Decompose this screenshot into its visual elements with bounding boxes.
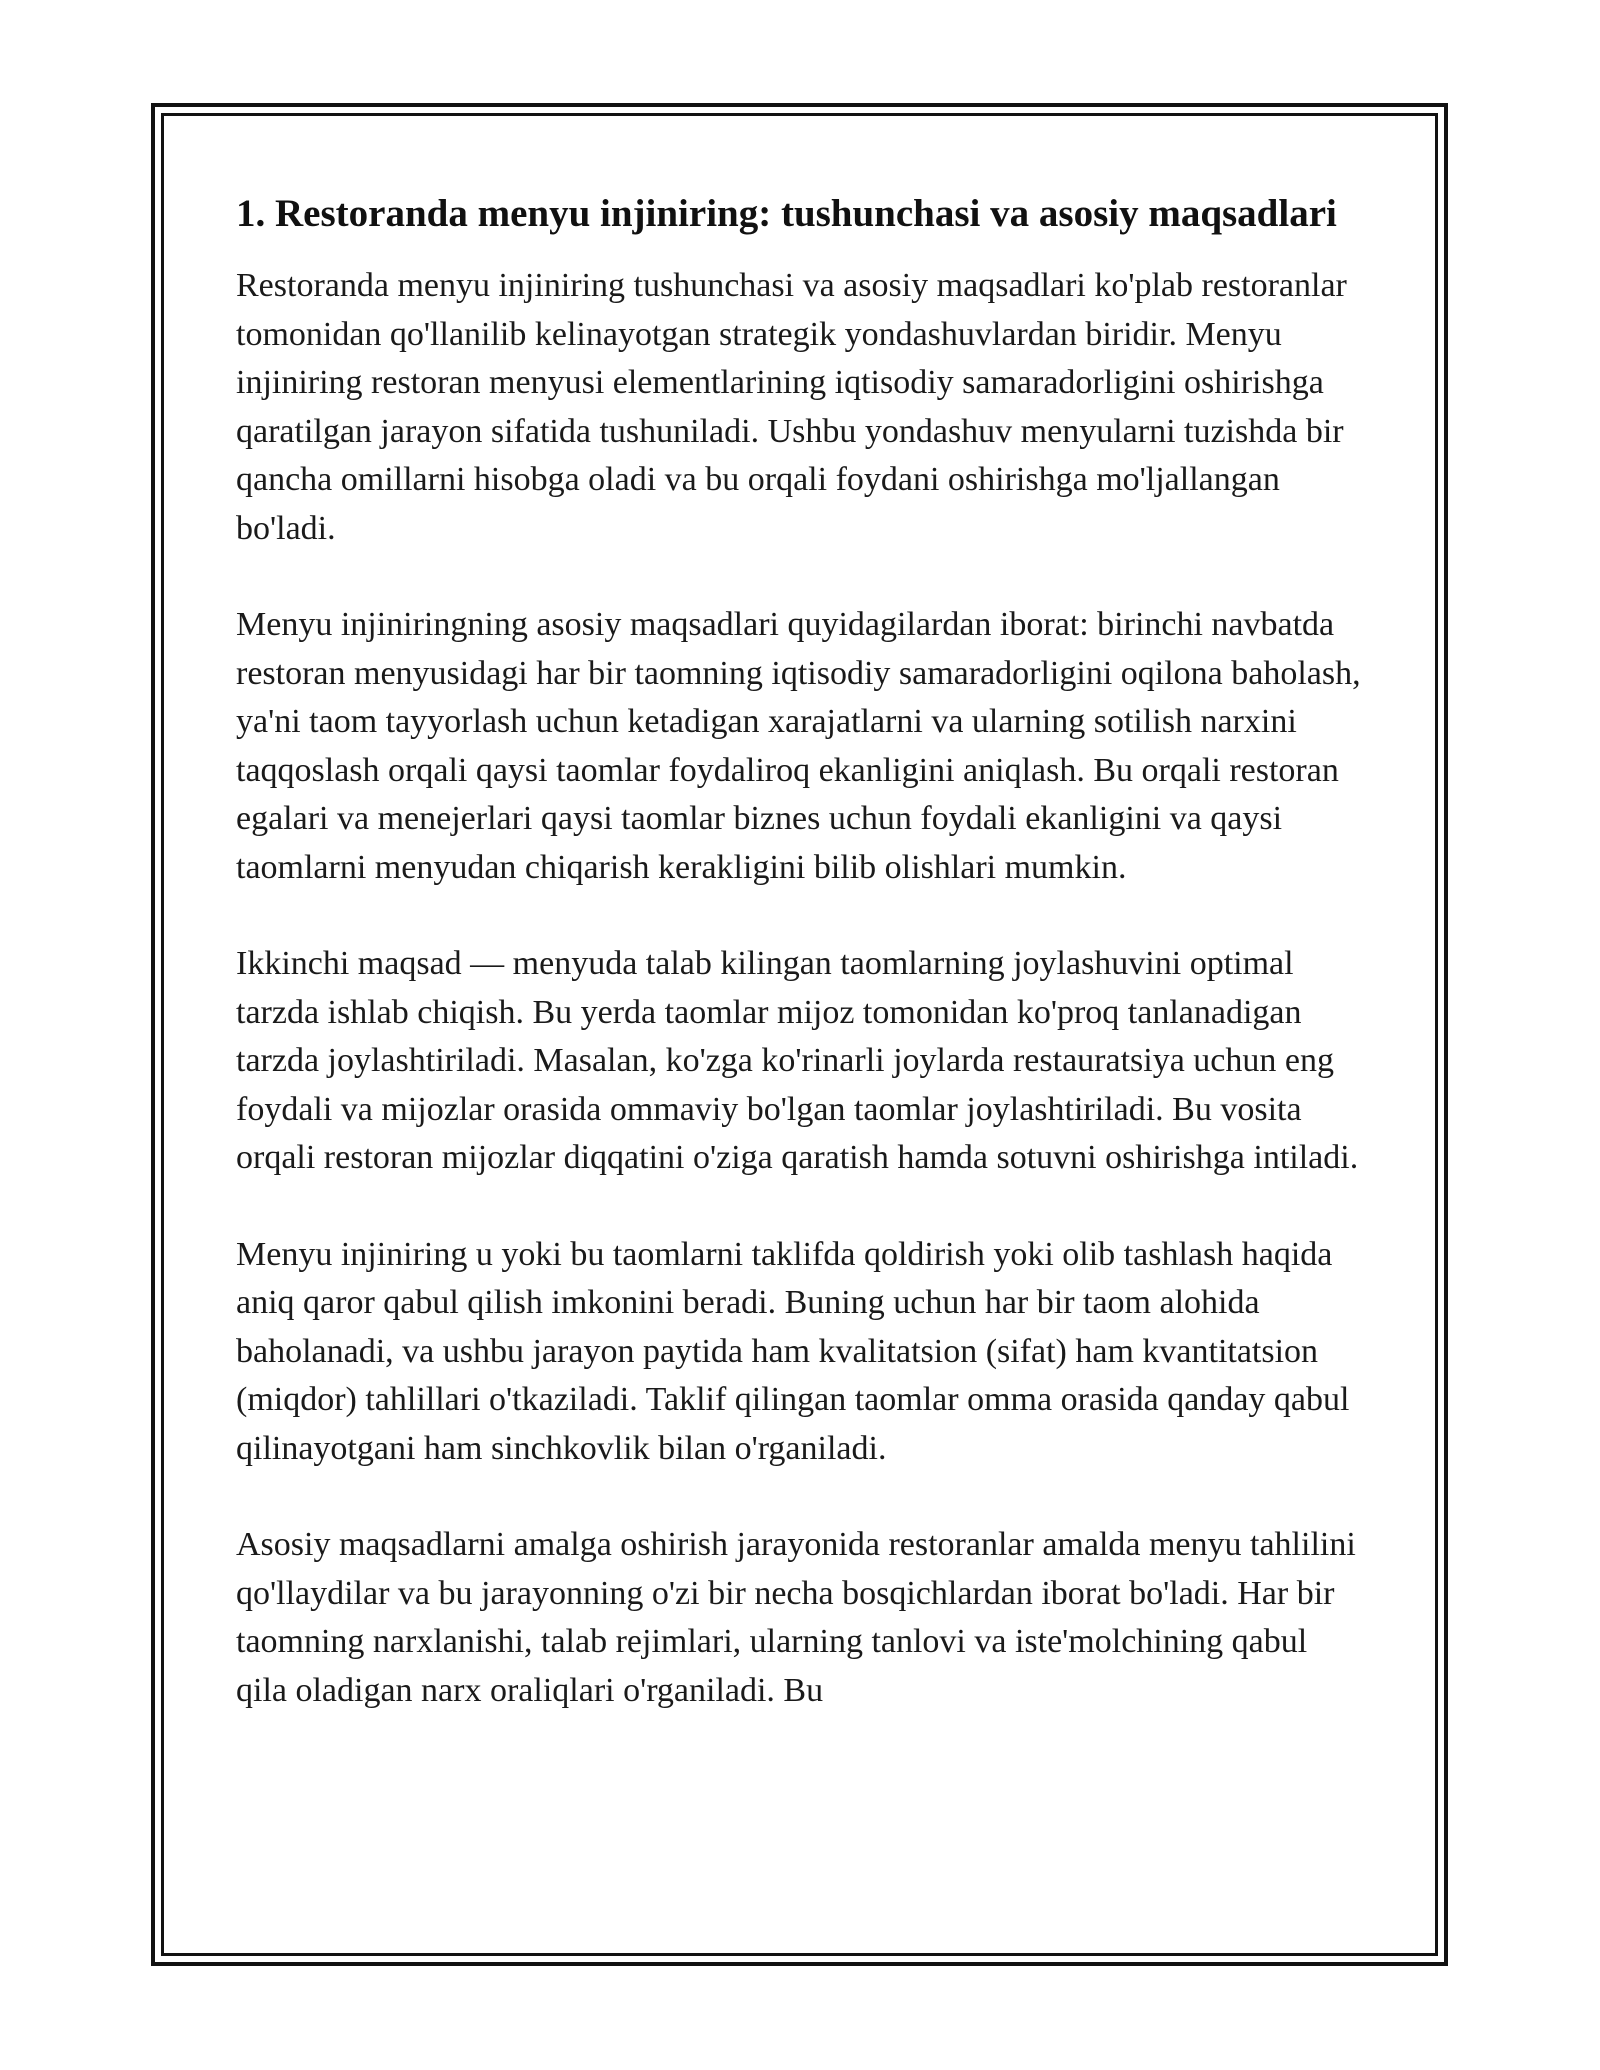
document-body: [236, 186, 1361, 1763]
section-heading: 1. Restoranda menyu injiniring: tushunchasi va asosiy maqsadlari: [236, 192, 1337, 235]
paragraph-1: Restoranda menyu injiniring tushunchasi va asosiy maqsadlari ko'plab restoranlar tomonidan qo'llanilib kelinayotgan strategik yondashuvlardan biridir. Menyu injiniring restoran menyusi elementlarining iqtisodiy samaradorligini oshirishga qaratilgan jarayon sifatida tushuniladi. Ushbu yondashuv menyularni tuzishda bir qancha omillarni hisobga oladi va bu orqali foydani oshirishga mo'ljallangan bo'ladi.: [236, 267, 1347, 547]
paragraph-5: Asosiy maqsadlarni amalga oshirish jarayonida restoranlar amalda menyu tahlilini qo'llaydilar va bu jarayonning o'zi bir necha bosqichlardan iborat bo'ladi. Har bir taomning narxlanishi, talab rejimlari, ularning tanlovi va iste'molchining qabul qila oladigan narx oraliqlari o'rganiladi. Bu: [236, 1526, 1356, 1709]
paragraph-4: Menyu injiniring u yoki bu taomlarni taklifda qoldirish yoki olib tashlash haqida aniq qaror qabul qilish imkonini beradi. Buning uchun har bir taom alohida baholanadi, va ushbu jarayon paytida ham kvalitatsion (sifat) ham kvantitatsion (miqdor) tahlillari o'tkaziladi. Taklif qilingan taomlar omma orasida qanday qabul qilinayotgani ham sinchkovlik bilan o'rganiladi.: [236, 1235, 1350, 1467]
paragraph-2: Menyu injiniringning asosiy maqsadlari quyidagilardan iborat: birinchi navbatda restoran menyusidagi har bir taomning iqtisodiy samaradorligini oqilona baholash, ya'ni taom tayyorlash uchun ketadigan xarajatlarni va ularning sotilish narxini taqqoslash orqali qaysi taomlar foydaliroq ekanligini aniqlash. Bu orqali restoran egalari va menejerlari qaysi taomlar biznes uchun foydali ekanligini va qaysi taomlarni menyudan chiqarish kerakligini bilib olishlari mumkin.: [236, 606, 1361, 886]
paragraph-3: Ikkinchi maqsad — menyuda talab kilingan taomlarning joylashuvini optimal tarzda ishlab chiqish. Bu yerda taomlar mijoz tomonidan ko'proq tanlanadigan tarzda joylashtiriladi. Masalan, ko'zga ko'rinarli joylarda restauratsiya uchun eng foydali va mijozlar orasida ommaviy bo'lgan taomlar joylashtiriladi. Bu vosita orqali restoran mijozlar diqqatini o'ziga qaratish hamda sotuvni oshirishga intiladi.: [236, 945, 1359, 1176]
